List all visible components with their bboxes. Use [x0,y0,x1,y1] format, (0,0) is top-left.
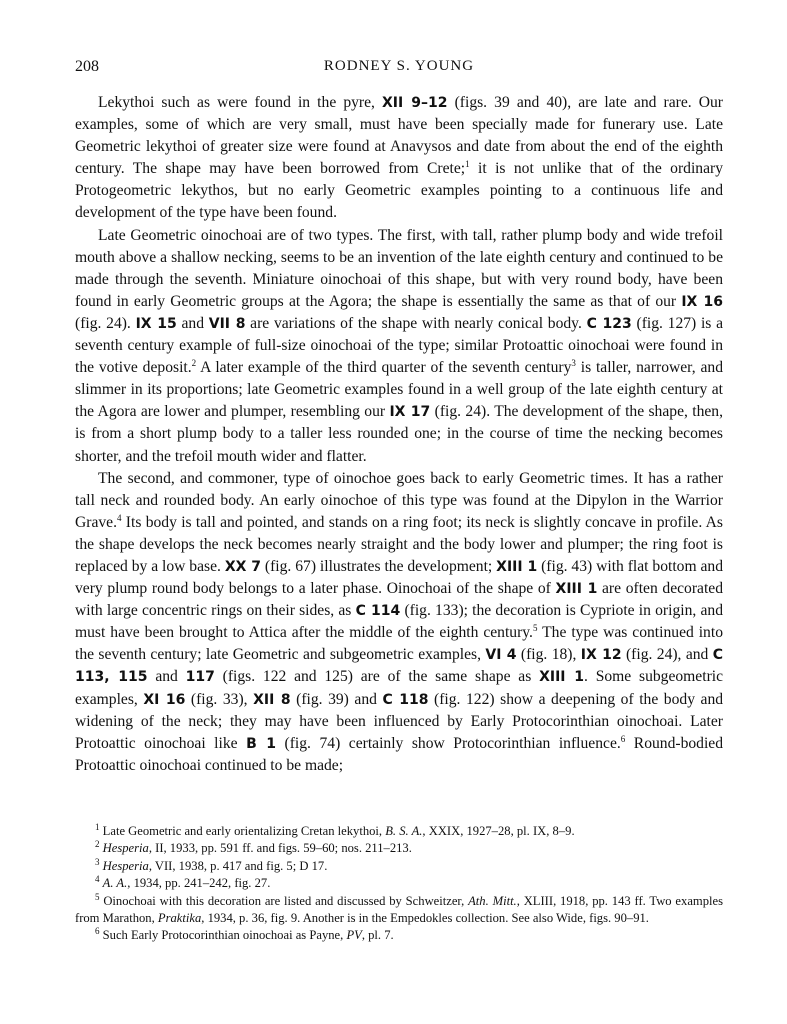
footnote-marker: 2 [191,357,197,368]
text-run: , pl. 7. [361,928,394,943]
text-run: The second, and commoner, type of oinochoe goes back to early Geometric times. It has a rather tall neck and rounded body. An early oinochoe of this type was found at the Dipylon in the Warrior Grave. [75,469,723,531]
footnote-number: 1 [95,821,100,832]
italic-citation: Hesperia [102,858,149,873]
catalogue-reference: IX 17 [389,404,431,421]
text-run: (fig. 43) with flat bottom and very plump round body belongs to a later phase. Oinochoai of the shape of [75,557,724,598]
footnote-number: 6 [95,926,100,937]
text-run: (figs. 39 and 40), are late and rare. Our examples, some of which are very small, must have been specially made for funerary use. Late Geometric lekythoi of greater size were found at Anavysos and date from about the end of the eighth century. The shape may have been borrowed from Crete; [75,94,723,178]
catalogue-reference: XIII 1 [555,581,598,598]
text-run: , 1934, pp. 241–242, fig. 27. [127,876,271,891]
catalogue-reference: IX 12 [580,647,622,664]
text-run: (fig. 39) and [290,690,383,708]
text-run: (fig. 24). The development of the shape, then, is from a short plump body to a taller less rounded one; in the course of time the necking becomes shorter, and the trefoil mouth wider and flatter. [75,403,723,465]
catalogue-reference: C 118 [382,691,429,708]
catalogue-reference: XIII 1 [496,558,538,575]
footnotes [75,823,723,945]
catalogue-reference: C 113, 115 [75,647,723,686]
text-run: (fig. 74) certainly show Protocorinthian influence. [276,734,621,752]
catalogue-reference: 117 [185,669,215,686]
footnote-number: 4 [95,874,100,885]
text-run: , 1934, p. 36, fig. 9. Another is in the Empedokles collection. See also Wide, figs. 90–91. [201,911,649,926]
italic-citation: Hesperia [102,841,149,856]
italic-citation: A. A. [102,876,128,891]
running-head: RODNEY S. YOUNG [323,58,475,74]
footnote-marker: 3 [571,357,576,368]
footnote-number: 2 [95,839,100,850]
text-run: (fig. 18), [516,646,581,664]
italic-citation: Ath. Mitt. [468,893,517,908]
page-header [75,58,723,82]
catalogue-reference: IX 15 [135,315,177,332]
text-run: (fig. 127) is a seventh century example of full-size oinochoai of the type; similar Protoattic oinochoai were found in the votive deposit. [75,314,724,377]
text-run: The type was continued into the seventh century; late Geometric and subgeometric examples, [75,624,723,664]
page-number: 208 [75,58,99,75]
footnote [75,840,723,857]
catalogue-reference: XX 7 [224,558,262,575]
catalogue-reference: B 1 [246,735,277,752]
text-run: Late Geometric oinochoai are of two types. The first, with tall, rather plump body and wide trefoil mouth above a shallow necking, seems to be an invention of the late eighth century and continued to be made through the seventh. Miniature oinochoai of this shape, but with very round body, have been found in early Geometric groups at the Agora; the shape is essentially the same as that of our [75,226,723,310]
text-run: Round-bodied Protoattic oinochoai continued to be made; [75,734,724,774]
text-run: (fig. 24), and [621,646,713,664]
text-run: Oinochoai with this decoration are listed and discussed by Schweitzer, [103,893,469,908]
footnote-number: 3 [95,856,100,867]
footnote [75,893,723,928]
catalogue-reference: XII 9–12 [382,95,448,111]
body-paragraph [75,92,723,225]
text-run: are often decorated with large concentric rings on their sides, as [75,580,723,620]
text-run: are variations of the shape with nearly conical body. [245,314,587,332]
footnote [75,858,723,875]
italic-citation: B. S. A. [385,824,423,838]
footnote [75,927,723,944]
text-run: Lekythoi such as were found in the pyre, [98,94,383,111]
catalogue-reference: C 123 [586,315,632,332]
text-run: Such Early Protocorinthian oinochoai as Payne, [102,928,347,943]
footnote [75,875,723,892]
text-run: Late Geometric and early orientalizing Cretan lekythoi, [102,824,386,838]
text-run: . Some subgeometric examples, [75,668,724,708]
text-run: (fig. 133); the decoration is Cypriote in origin, and must have been brought to Attica after the middle of the eighth century. [75,602,723,642]
text-run: (fig. 33), [185,690,254,708]
text-run: is taller, narrower, and slimmer in its proportions; late Geometric examples found in a well group of the late eighth century at the Agora are lower and plumper, resembling our [75,359,723,421]
footnote-marker: 6 [620,733,626,744]
catalogue-reference: C 114 [355,603,401,620]
italic-citation: Praktika [157,911,202,926]
catalogue-reference: IX 16 [681,293,724,310]
body-paragraph [75,468,723,777]
catalogue-reference: VII 8 [208,315,246,332]
text-run: , XLIII, 1918, pp. 143 ff. Two examples from Marathon, [75,893,723,926]
text-run: , II, 1933, pp. 591 ff. and figs. 59–60; nos. 211–213. [148,841,412,856]
footnote-marker: 1 [465,159,470,170]
text-run: , XXIX, 1927–28, pl. IX, 8–9. [422,824,575,838]
text-run: and [176,314,209,332]
italic-citation: PV [346,928,362,943]
text-run: , VII, 1938, p. 417 and fig. 5; D 17. [148,858,328,873]
footnote-marker: 5 [532,623,538,634]
footnote [75,823,723,840]
text-run: (fig. 122) show a deepening of the body and widening of the neck; they may have been influenced by Early Protocorinthian oinochoai. Later Protoattic oinochoai like [75,690,724,752]
body-paragraph [75,225,723,468]
text-run: (fig. 67) illustrates the development; [261,557,497,575]
footnote-number: 5 [95,891,100,902]
text-run: A later example of the third quarter of the seventh century [196,359,572,377]
text-run: (figs. 122 and 125) are of the same shape as [214,668,540,686]
catalogue-reference: XI 16 [143,691,186,708]
text-run: and [147,668,186,686]
catalogue-reference: VI 4 [485,647,517,664]
text-run: (fig. 24). [75,314,136,332]
text-run: Its body is tall and pointed, and stands on a ring foot; its neck is slightly concave in profile. As the shape develops the neck becomes nearly straight and the body lower and plumper; the ring foot is replaced by a low base. [75,513,723,575]
footnote-marker: 4 [117,512,122,523]
body-text [75,92,723,777]
catalogue-reference: XII 8 [253,691,291,708]
text-run: it is not unlike that of the ordinary Protogeometric lekythos, but no early Geometric examples pointing to a continuous life and development of the type have been found. [75,160,723,222]
catalogue-reference: XIII 1 [539,669,585,686]
